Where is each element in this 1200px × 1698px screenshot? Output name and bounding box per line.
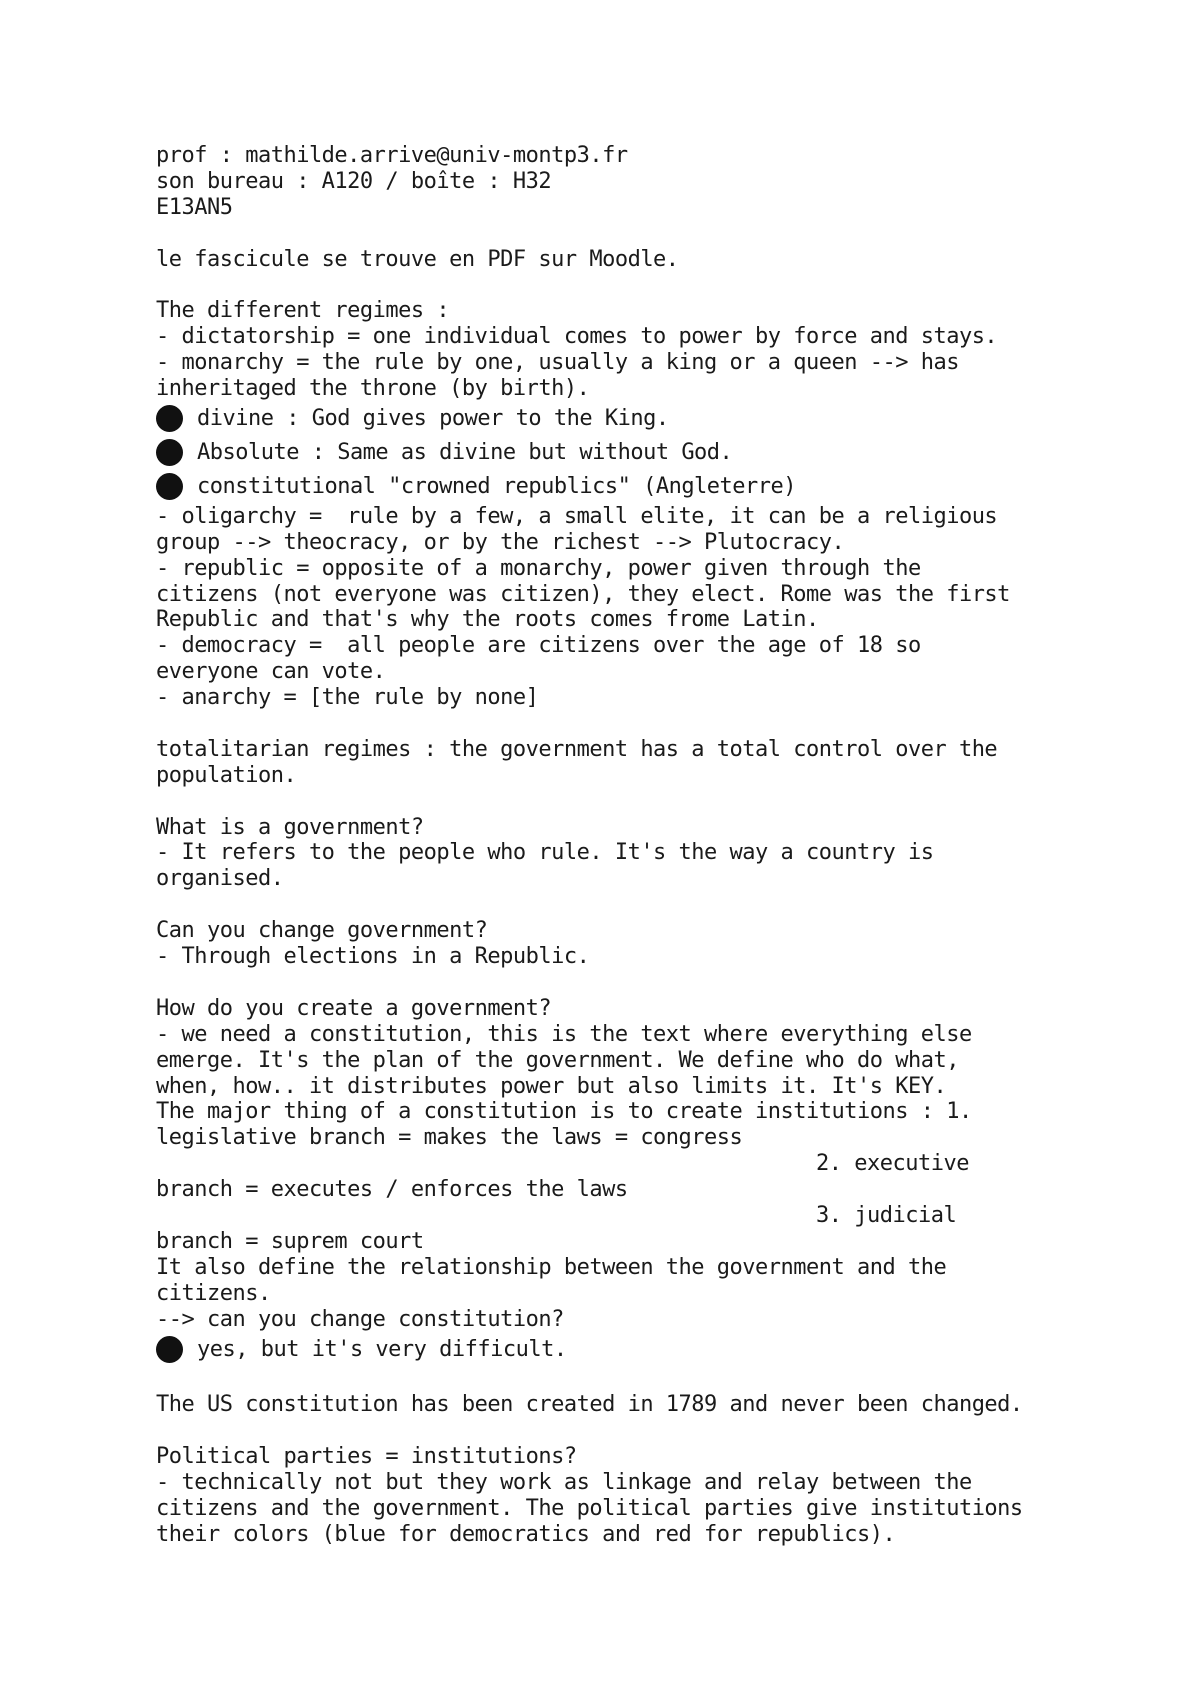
bullet-text: Absolute : Same as divine but without God.	[197, 440, 733, 466]
text-line-dictatorship: - dictatorship = one individual comes to power by force and stays.	[156, 324, 998, 350]
text-line-parties-cont2: their colors (blue for democratics and red for republics).	[156, 1521, 896, 1547]
text-line-oligarchy: - oligarchy = rule by a few, a small elite, it can be a religious	[156, 503, 998, 529]
text-line-monarchy-cont: inheritaged the throne (by birth).	[156, 376, 590, 402]
bullet-item-constitutional	[156, 470, 1156, 504]
text-line-democracy-cont: everyone can vote.	[156, 659, 386, 685]
text-line-constitution: - we need a constitution, this is the text where everything else	[156, 1021, 972, 1047]
text-line-totalitarian: totalitarian regimes : the government has a total control over the	[156, 736, 998, 762]
text-line-republic-cont: citizens (not everyone was citizen), they elect. Rome was the first	[156, 581, 1010, 607]
text-line-office: son bureau : A120 / boîte : H32	[156, 168, 552, 194]
text-line-government-answer: - It refers to the people who rule. It's the way a country is	[156, 840, 934, 866]
text-line-constitution-cont2: when, how.. it distributes power but also limits it. It's KEY.	[156, 1073, 947, 1099]
blank-line	[156, 789, 1156, 815]
text-line-parties-cont: citizens and the government. The political parties give institutions	[156, 1495, 1023, 1521]
bullet-icon	[156, 1336, 183, 1363]
bullet-item-yes-difficult	[156, 1332, 1156, 1366]
section-heading-regimes: The different regimes :	[156, 298, 450, 324]
bullet-icon	[156, 405, 183, 432]
bullet-icon	[156, 439, 183, 466]
blank-line	[156, 711, 1156, 737]
text-line-institutions: The major thing of a constitution is to create institutions : 1.	[156, 1099, 972, 1125]
text-line-course-code: E13AN5	[156, 194, 233, 220]
text-line-prof-email: prof : mathilde.arrive@univ-montp3.fr	[156, 143, 628, 168]
bullet-text: divine : God gives power to the King.	[197, 406, 669, 432]
bullet-text: constitutional "crowned republics" (Angleterre)	[197, 474, 797, 500]
bullet-text: yes, but it's very difficult.	[197, 1336, 567, 1362]
blank-line	[156, 892, 1156, 918]
bullet-item-divine	[156, 402, 1156, 436]
text-line-parties: - technically not but they work as linkage and relay between the	[156, 1469, 972, 1495]
text-line-legislative: legislative branch = makes the laws = congress	[156, 1125, 743, 1151]
text-line-us-constitution: The US constitution has been created in 1789 and never been changed.	[156, 1392, 1023, 1418]
text-line-republic-cont2: Republic and that's why the roots comes frome Latin.	[156, 607, 819, 633]
blank-line	[156, 221, 1156, 247]
document-page	[156, 143, 1156, 1548]
blank-line	[156, 970, 1156, 996]
text-line-executive-number: 2. executive	[816, 1151, 969, 1177]
bullet-icon	[156, 473, 183, 500]
text-line-relationship-cont: citizens.	[156, 1280, 271, 1306]
blank-line	[156, 272, 1156, 298]
question-heading-political-parties: Political parties = institutions?	[156, 1444, 577, 1470]
blank-line	[156, 1418, 1156, 1444]
text-line-government-answer-cont: organised.	[156, 866, 284, 892]
question-heading-change-government: Can you change government?	[156, 918, 488, 944]
text-line-judicial: branch = suprem court	[156, 1228, 424, 1254]
text-line-fascicule: le fascicule se trouve en PDF sur Moodle.	[156, 246, 679, 272]
text-line-democracy: - democracy = all people are citizens over the age of 18 so	[156, 633, 921, 659]
text-line-judicial-number: 3. judicial	[816, 1202, 957, 1228]
text-line-anarchy: - anarchy = [the rule by none]	[156, 685, 539, 711]
question-heading-government: What is a government?	[156, 814, 424, 840]
text-line-change-constitution: --> can you change constitution?	[156, 1306, 564, 1332]
text-line-elections: - Through elections in a Republic.	[156, 944, 590, 970]
text-line-executive: branch = executes / enforces the laws	[156, 1177, 628, 1203]
text-line-republic: - republic = opposite of a monarchy, power given through the	[156, 555, 921, 581]
text-line-totalitarian-cont: population.	[156, 762, 297, 788]
blank-line	[156, 1366, 1156, 1392]
text-line-oligarchy-cont: group --> theocracy, or by the richest --> Plutocracy.	[156, 529, 845, 555]
text-line-relationship: It also define the relationship between the government and the	[156, 1254, 947, 1280]
bullet-item-absolute	[156, 436, 1156, 470]
question-heading-create-government: How do you create a government?	[156, 995, 552, 1021]
text-line-monarchy: - monarchy = the rule by one, usually a king or a queen --> has	[156, 350, 959, 376]
text-line-constitution-cont: emerge. It's the plan of the government. We define who do what,	[156, 1047, 959, 1073]
